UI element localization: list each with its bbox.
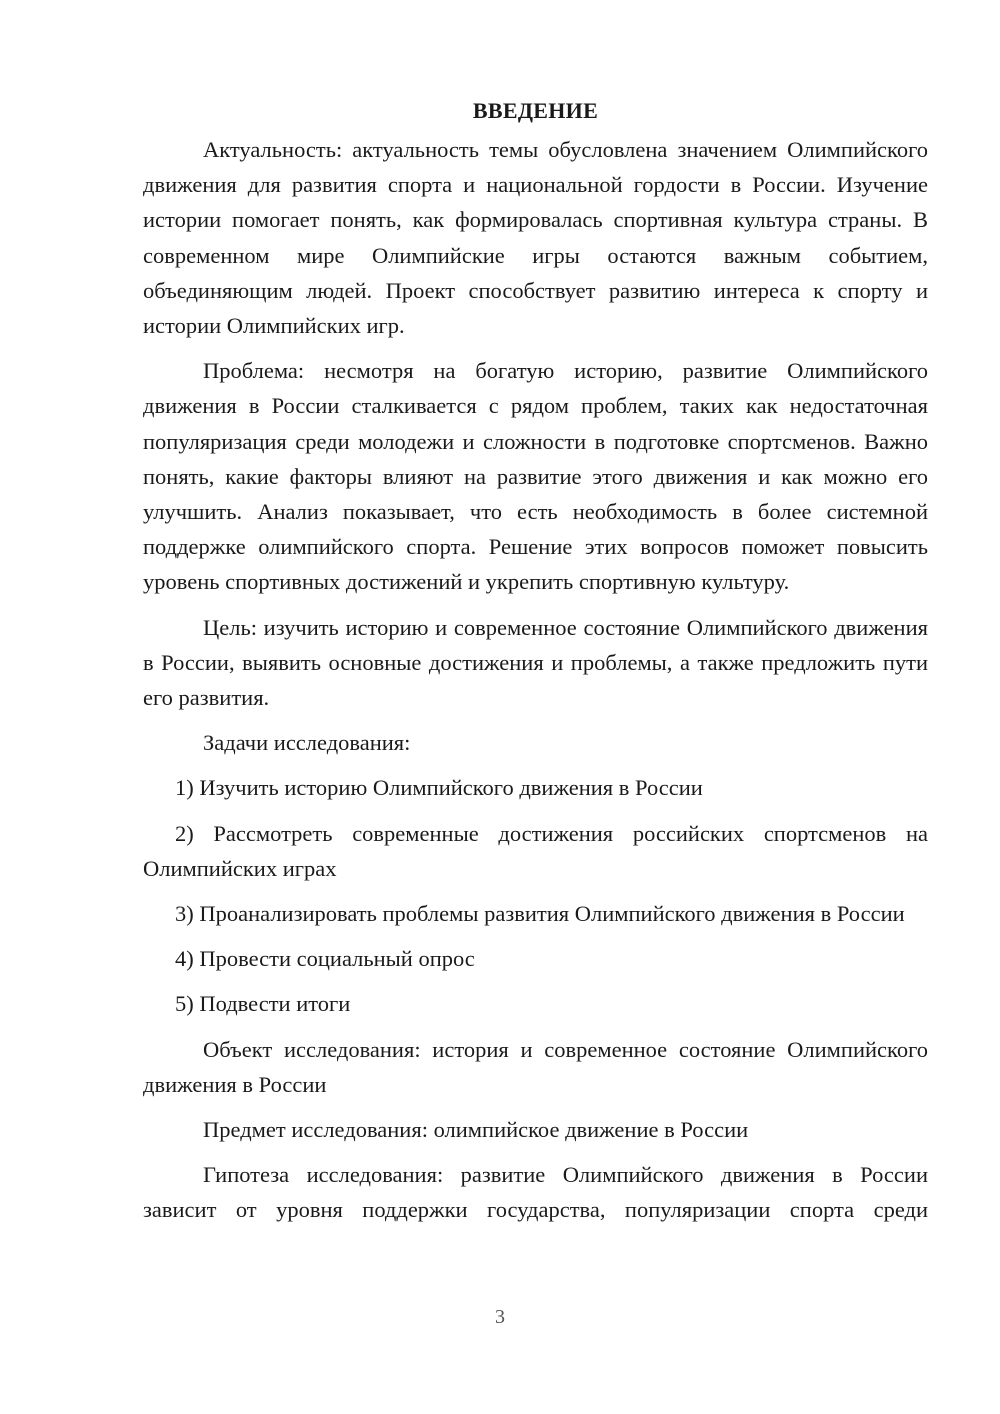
paragraph-subject: Предмет исследования: олимпийское движение в России bbox=[203, 1117, 749, 1143]
task-item-4: 4) Провести социальный опрос bbox=[175, 946, 475, 972]
task-item-2: 2) Рассмотреть современные достижения российских спортсменов на Олимпийских играх bbox=[143, 820, 928, 881]
task-item-3: 3) Проанализировать проблемы развития Олимпийского движения в России bbox=[175, 901, 905, 927]
document-title: ВВЕДЕНИЕ bbox=[472, 98, 599, 123]
paragraph-goal: Цель: изучить историю и современное состояние Олимпийского движения в России, выявить основные достижения и проблемы, а также предложить пути его развития. bbox=[143, 614, 928, 711]
paragraph-relevance: Актуальность: актуальность темы обусловлена значением Олимпийского движения для развития спорта и национальной гордости в России. Изучение истории помогает понять, как формировалась спортивная культура страны. В современном мире Олимпийские игры остаются важным событием, объединяющим людей. Проект способствует развитию интереса к спорту и истории Олимпийских игр. bbox=[143, 137, 928, 339]
paragraph-hypothesis: Гипотеза исследования: развитие Олимпийского движения в России зависит от уровня поддержки государства, популяризации спорта среди bbox=[143, 1162, 928, 1223]
task-item-1: 1) Изучить историю Олимпийского движения в России bbox=[175, 775, 703, 801]
document-page bbox=[143, 96, 928, 1228]
paragraph-problem: Проблема: несмотря на богатую историю, развитие Олимпийского движения в России сталкивается с рядом проблем, таких как недостаточная популяризация среди молодежи и сложности в подготовке спортсменов. Важно понять, какие факторы влияют на развитие этого движения и как можно его улучшить. Анализ показывает, что есть необходимость в более системной поддержке олимпийского спорта. Решение этих вопросов поможет повысить уровень спортивных достижений и укрепить спортивную культуру. bbox=[143, 358, 928, 595]
task-item-5: 5) Подвести итоги bbox=[175, 991, 351, 1017]
paragraph-object: Объект исследования: история и современное состояние Олимпийского движения в России bbox=[143, 1036, 928, 1097]
page-number: 3 bbox=[495, 1306, 505, 1328]
tasks-heading: Задачи исследования: bbox=[203, 730, 411, 756]
